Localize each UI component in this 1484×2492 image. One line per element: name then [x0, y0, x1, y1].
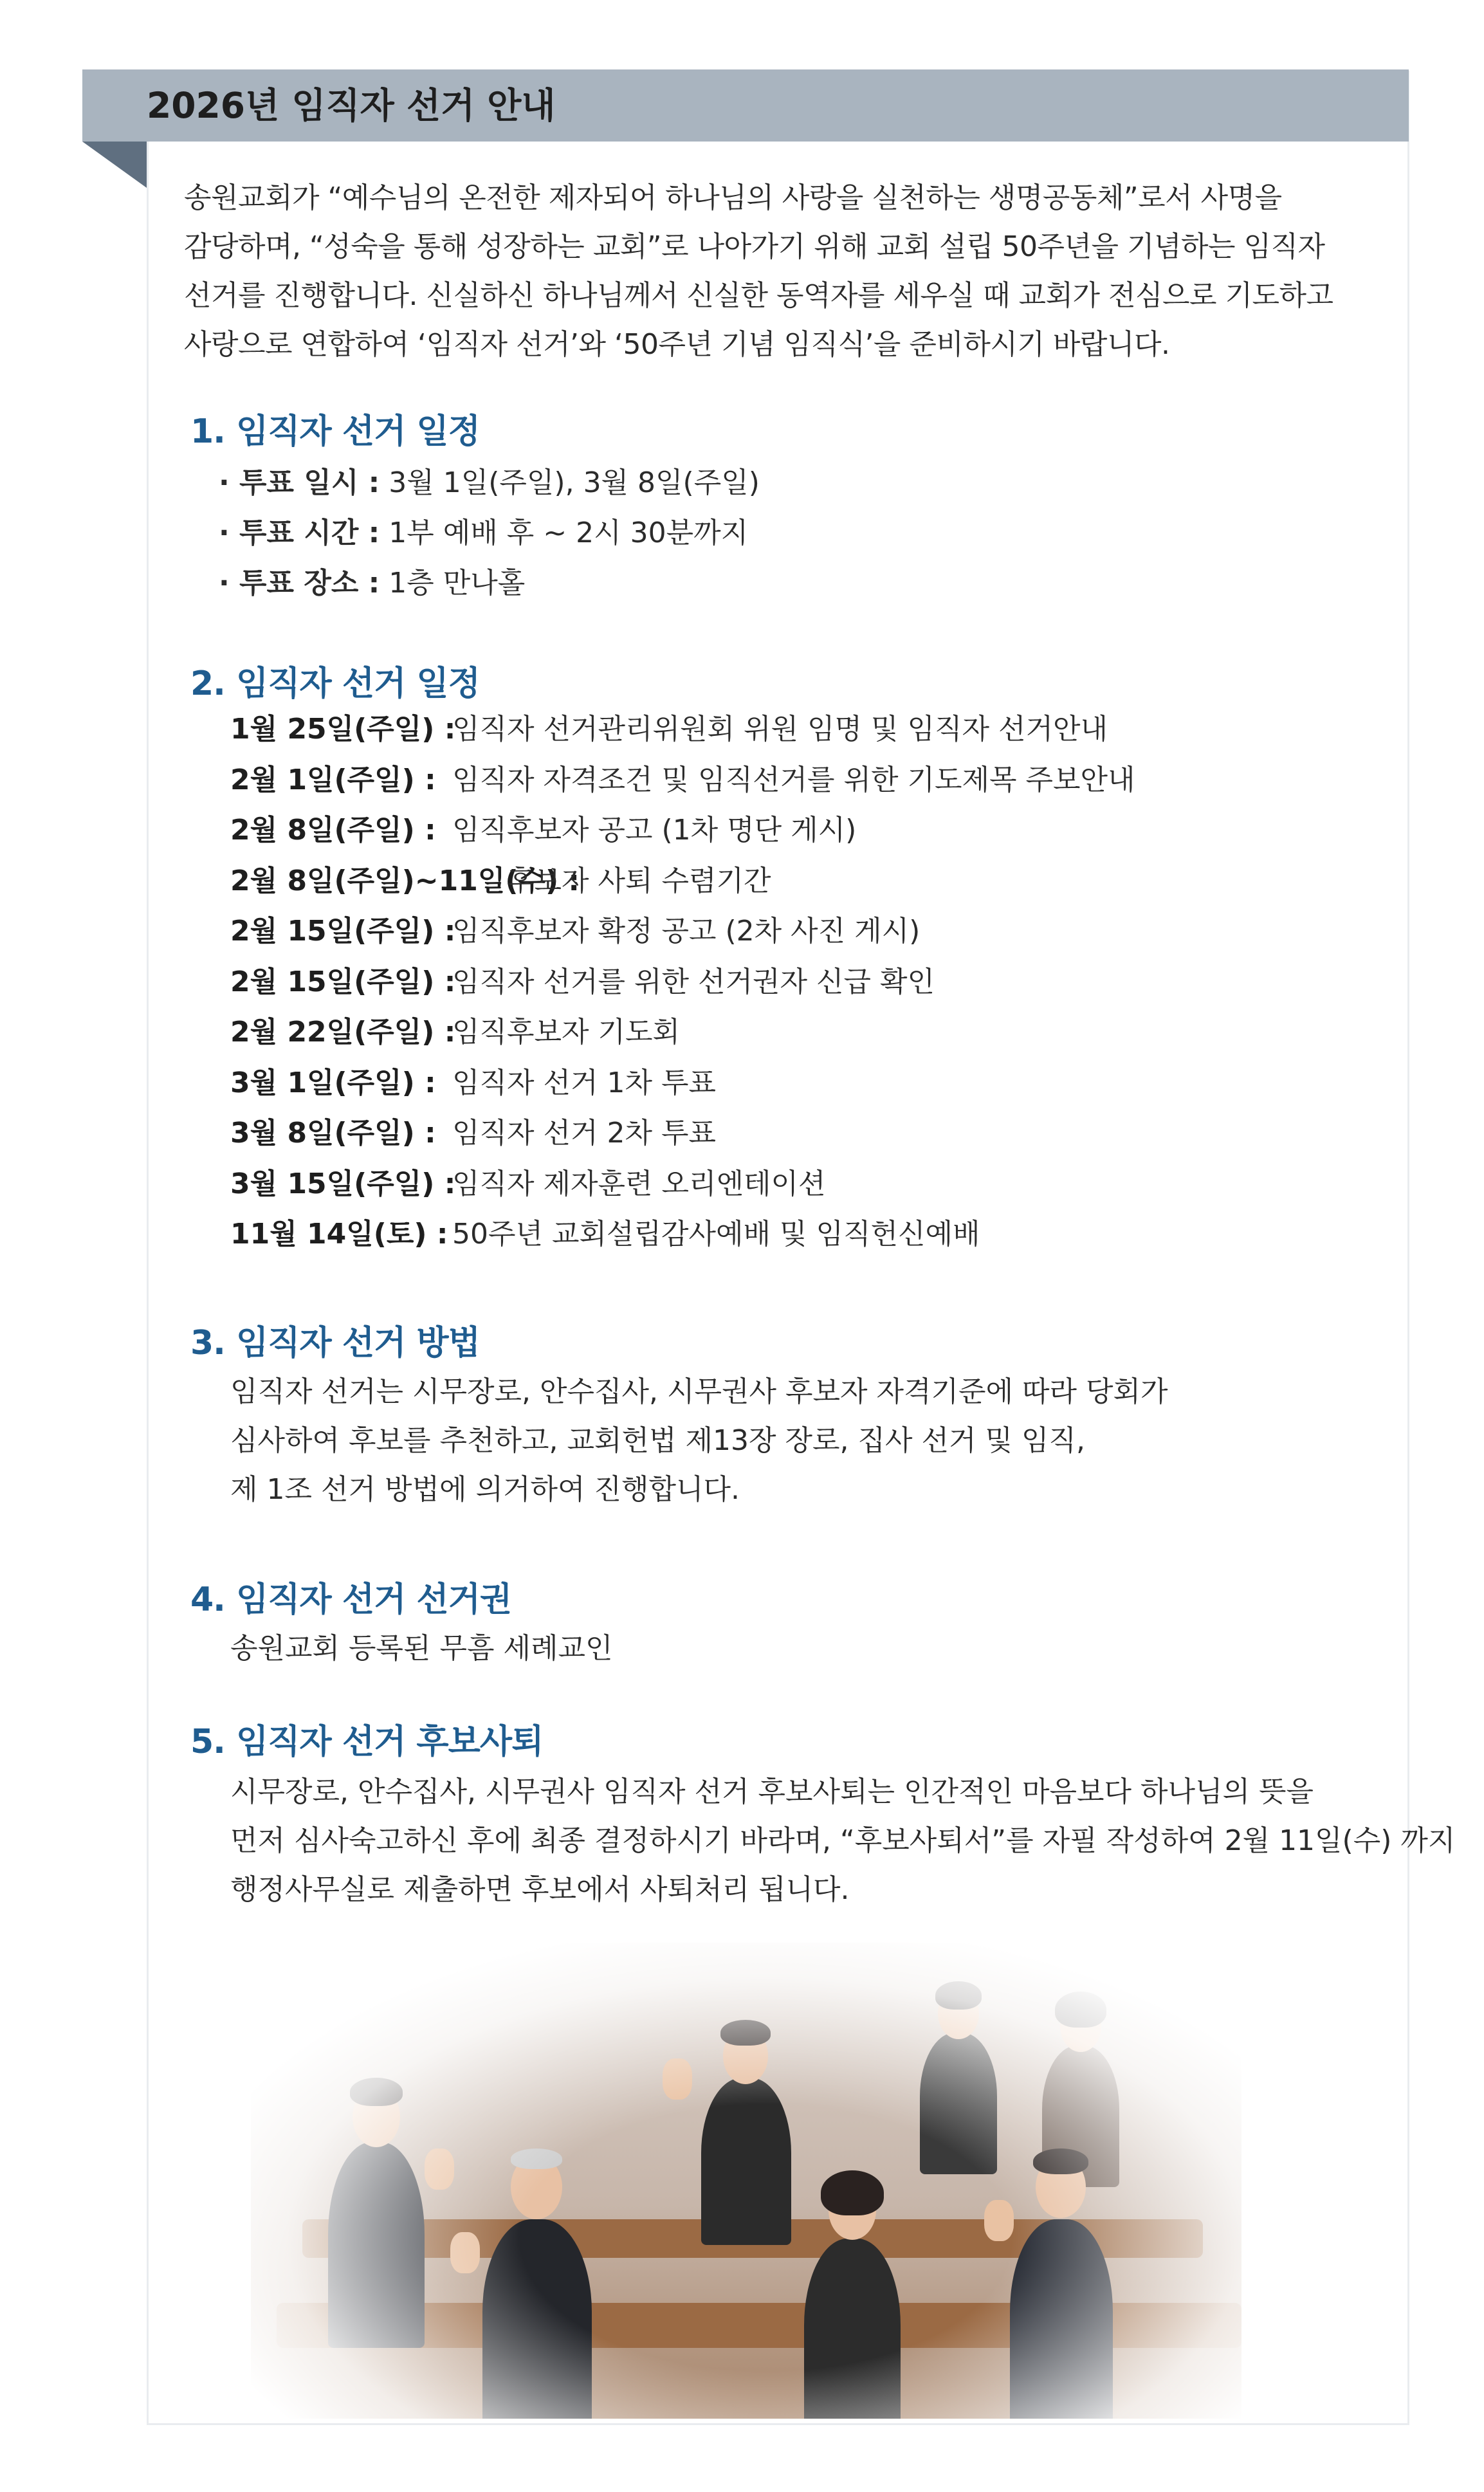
- section-1-list: [219, 458, 760, 609]
- section-3-body: [230, 1368, 1168, 1514]
- schedule-row: 2월 15일(주일) : 임직후보자 확정 공고 (2차 사진 게시): [230, 915, 921, 948]
- vote-place-item: · 투표 장소 : 1층 만나홀: [219, 567, 526, 600]
- body-line: 먼저 심사숙고하신 후에 최종 결정하시기 바라며, “후보사퇴서”를 자필 작성하여 2월 11일(수) 까지: [230, 1824, 1456, 1857]
- congregation-photo: [251, 1943, 1241, 2419]
- intro-line: 사랑으로 연합하여 ‘임직자 선거’와 ‘50주년 기념 임직식’을 준비하시기 바랍니다.: [184, 328, 1170, 361]
- intro-line: 선거를 진행합니다. 신실하신 하나님께서 신실한 동역자를 세우실 때 교회가 전심으로 기도하고: [184, 279, 1333, 312]
- header-bar: [82, 69, 1409, 142]
- vote-time-item: · 투표 시간 : 1부 예배 후 ~ 2시 30분까지: [219, 517, 749, 549]
- body-line: 심사하여 후보를 추천하고, 교회헌법 제13장 장로, 집사 선거 및 임직,: [230, 1424, 1085, 1457]
- intro-line: 송원교회가 “예수님의 온전한 제자되어 하나님의 사랑을 실천하는 생명공동체”로서 사명을: [184, 181, 1282, 214]
- section-2-title: 2. 임직자 선거 일정: [190, 664, 480, 703]
- schedule-list: [230, 704, 1135, 1260]
- intro-paragraph: [184, 174, 1387, 369]
- schedule-row: 2월 22일(주일) : 임직후보자 기도회: [230, 1016, 681, 1049]
- schedule-row: 3월 15일(주일) : 임직자 제자훈련 오리엔테이션: [230, 1167, 826, 1200]
- section-4-title: 4. 임직자 선거 선거권: [190, 1580, 512, 1619]
- body-line: 행정사무실로 제출하면 후보에서 사퇴처리 됩니다.: [230, 1873, 850, 1906]
- schedule-row: 2월 1일(주일) : 임직자 자격조건 및 임직선거를 위한 기도제목 주보안내: [230, 763, 1135, 796]
- section-5-body: [230, 1768, 1455, 1914]
- schedule-row: 11월 14일(토) : 50주년 교회설립감사예배 및 임직헌신예배: [230, 1218, 980, 1251]
- section-4-body: [230, 1624, 613, 1673]
- body-line: 시무장로, 안수집사, 시무권사 임직자 선거 후보사퇴는 인간적인 마음보다 하나님의 뜻을: [230, 1775, 1314, 1808]
- photo-vignette: [251, 1943, 1241, 2419]
- page-title: 2026년 임직자 선거 안내: [147, 85, 556, 126]
- body-line: 제 1조 선거 방법에 의거하여 진행합니다.: [230, 1473, 740, 1506]
- body-line: 송원교회 등록된 무흠 세례교인: [230, 1632, 613, 1665]
- section-1-title: 1. 임직자 선거 일정: [190, 412, 480, 451]
- schedule-row: 3월 8일(주일) : 임직자 선거 2차 투표: [230, 1117, 716, 1150]
- section-5-title: 5. 임직자 선거 후보사퇴: [190, 1723, 544, 1761]
- schedule-row: 2월 15일(주일) : 임직자 선거를 위한 선거권자 신급 확인: [230, 965, 935, 998]
- section-3-title: 3. 임직자 선거 방법: [190, 1324, 480, 1362]
- body-line: 임직자 선거는 시무장로, 안수집사, 시무권사 후보자 자격기준에 따라 당회가: [230, 1375, 1168, 1408]
- schedule-row: 1월 25일(주일) : 임직자 선거관리위원회 위원 임명 및 임직자 선거안내: [230, 713, 1108, 746]
- vote-date-item: · 투표 일시 : 3월 1일(주일), 3월 8일(주일): [219, 466, 760, 499]
- schedule-row: 3월 1일(주일) : 임직자 선거 1차 투표: [230, 1066, 716, 1099]
- intro-line: 감당하며, “성숙을 통해 성장하는 교회”로 나아가기 위해 교회 설립 50주년을 기념하는 임직자: [184, 230, 1325, 263]
- header-fold-decoration: [82, 142, 147, 188]
- schedule-row: 2월 8일(주일)~11일(수) : 후보자 사퇴 수렴기간: [230, 864, 771, 897]
- schedule-row: 2월 8일(주일) : 임직후보자 공고 (1차 명단 게시): [230, 814, 857, 847]
